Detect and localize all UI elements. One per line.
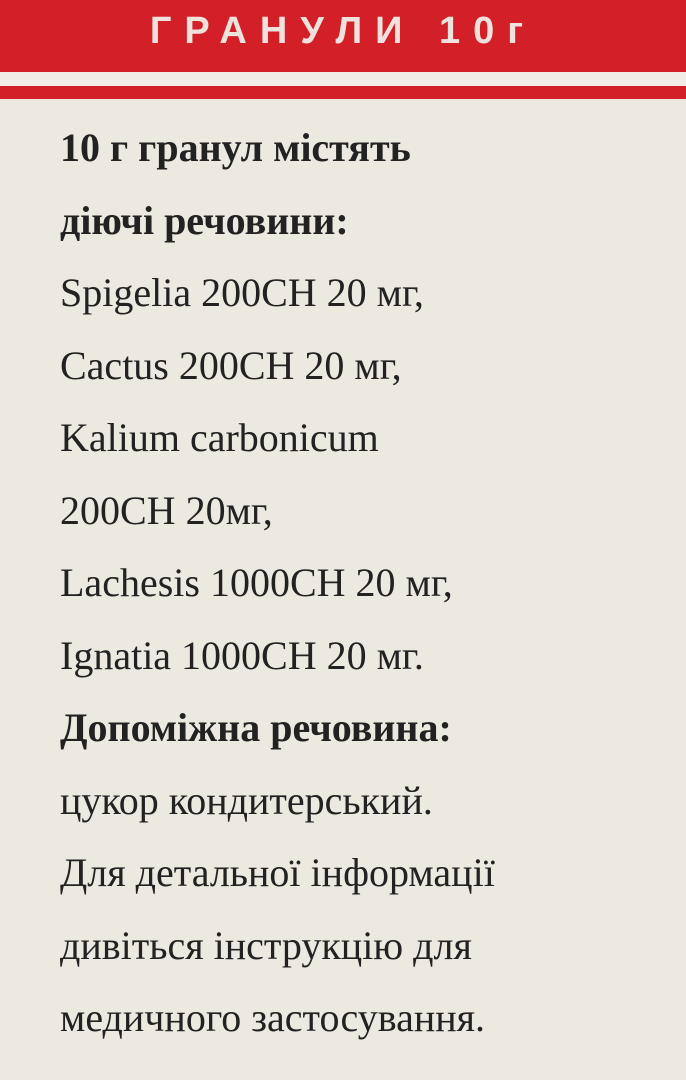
composition-heading-line1: 10 г гранул містять (60, 125, 411, 170)
note-line: медичного застосування. (60, 995, 486, 1040)
header-title: ГРАНУЛИ 10г (149, 10, 537, 52)
excipient-value: цукор кондитерський. (60, 777, 433, 823)
ingredient-line: 200CH 20мг, (60, 487, 273, 533)
ingredient-line: Kalium carbonicum (60, 415, 379, 460)
ingredient-line: Ignatia 1000CH 20 мг. (60, 632, 424, 678)
composition-heading-line2: діючі речовини: (60, 197, 349, 243)
note-line: дивіться інструкцію для (60, 922, 472, 968)
ingredient-line: Cactus 200CH 20 мг, (60, 342, 402, 388)
ingredient-line: Lachesis 1000CH 20 мг, (60, 560, 453, 605)
excipient-heading: Допоміжна речовина: (60, 705, 452, 750)
header-band (0, 0, 686, 72)
band-divider (0, 72, 686, 86)
red-stripe (0, 86, 686, 99)
note-line: Для детальної інформації (60, 850, 495, 895)
ingredient-line: Spigelia 200CH 20 мг, (60, 270, 424, 315)
label-content (60, 112, 680, 1055)
